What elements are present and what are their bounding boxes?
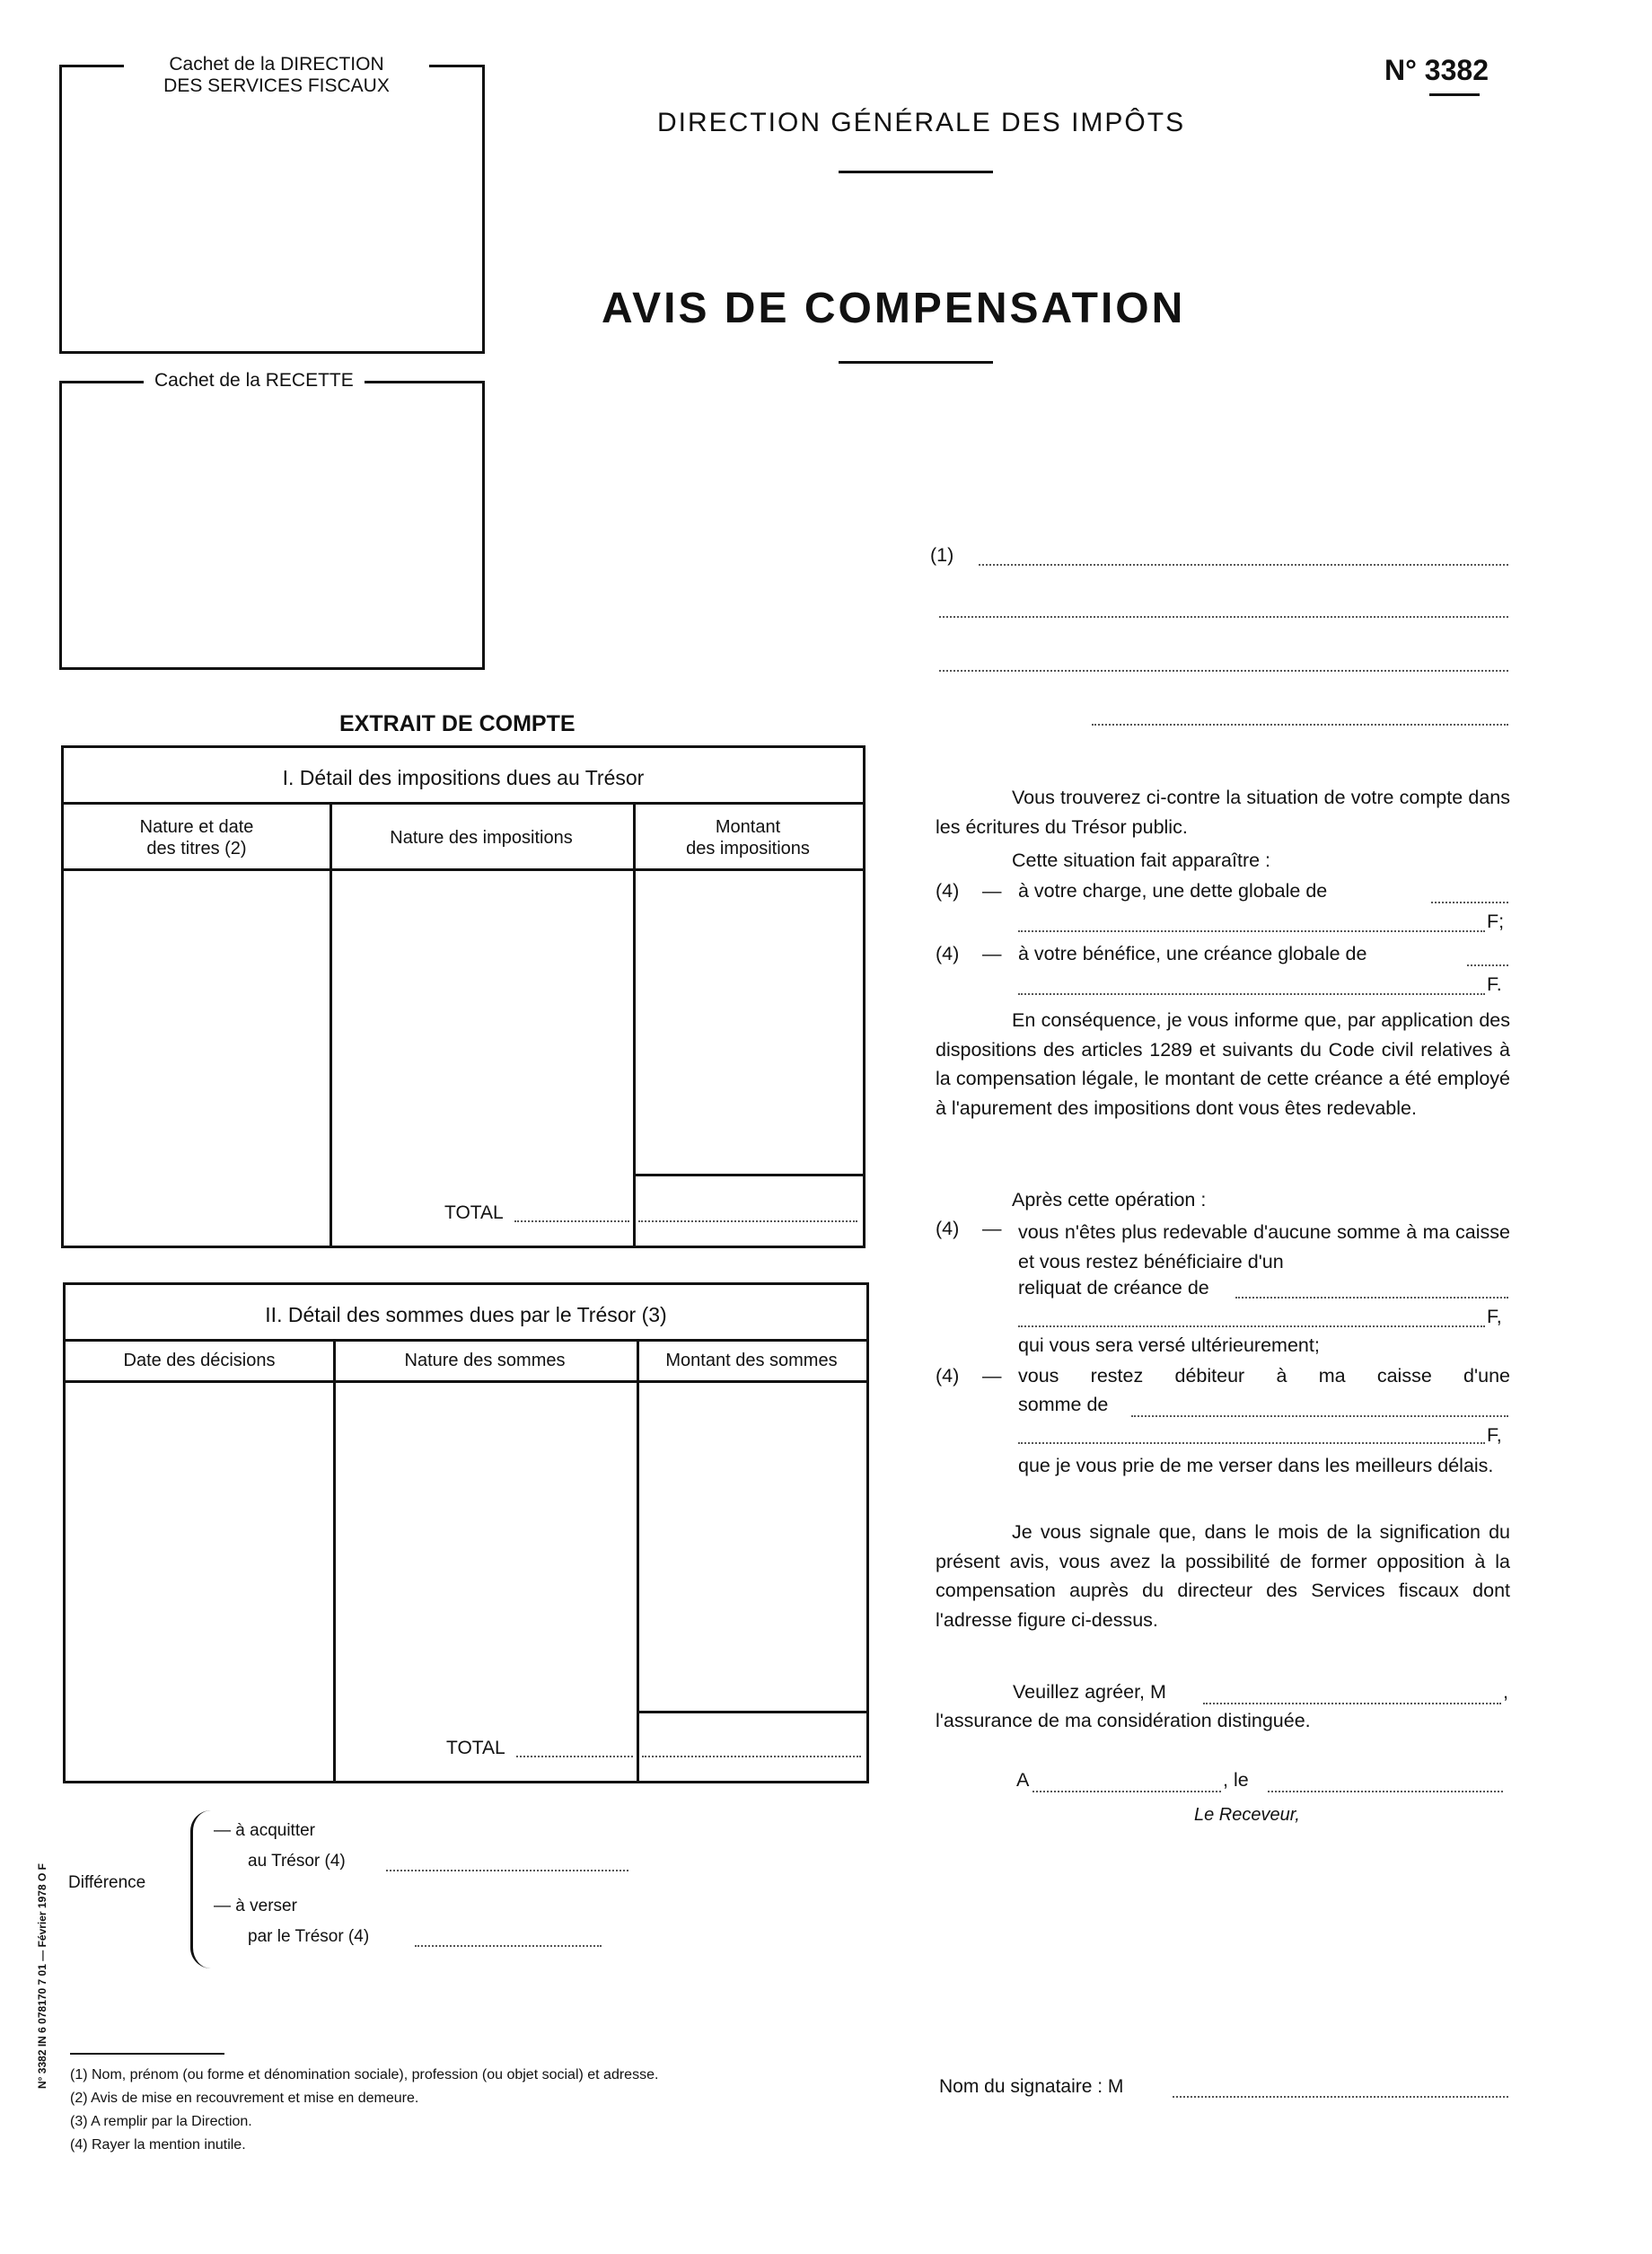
option-debtor-amount-2[interactable] <box>1018 1442 1485 1444</box>
footnote-separator <box>70 2053 224 2055</box>
option-credit-amount-2[interactable] <box>1018 993 1485 995</box>
footnote-4: (4) Rayer la mention inutile. <box>70 2137 246 2153</box>
sums-table <box>63 1282 869 1783</box>
option-debtor-amount-1[interactable] <box>1131 1415 1508 1417</box>
option-debt-unit: F; <box>1487 911 1505 932</box>
option-debtor-unit: F, <box>1487 1424 1502 1446</box>
option-credit-marker: (4) <box>936 943 960 964</box>
impositions-col-amount <box>633 816 863 859</box>
option-debtor-text: vous restez débiteur à ma caisse d'une <box>1018 1365 1510 1387</box>
body-situation: Cette situation fait apparaître : <box>1012 850 1271 871</box>
extract-title: EXTRAIT DE COMPTE <box>339 711 576 736</box>
body-intro: Vous trouverez ci-contre la situation de votre compte dans les écritures du Trésor public. <box>936 787 1510 838</box>
recette-stamp-box <box>59 381 485 670</box>
footnote-2: (2) Avis de mise en recouvrement et mise en demeure. <box>70 2091 419 2106</box>
option-remainder-note: qui vous sera versé ultérieurement; <box>1018 1334 1320 1356</box>
sums-table-title: II. Détail des sommes dues par le Trésor (3) <box>265 1303 667 1326</box>
sums-col-amount: Montant des sommes <box>665 1351 838 1370</box>
organization-heading: DIRECTION GÉNÉRALE DES IMPÔTS <box>657 108 1186 137</box>
impositions-col-nature-date <box>64 816 330 859</box>
sums-col-date: Date des décisions <box>123 1351 276 1370</box>
impositions-table <box>61 745 866 1248</box>
direction-stamp-label-line2: DES SERVICES FISCAUX <box>163 75 390 96</box>
difference-item-verser-line1: — à verser <box>214 1897 297 1915</box>
difference-item-verser-line2: par le Trésor (4) <box>248 1927 370 1946</box>
closing-comma: , <box>1503 1681 1508 1703</box>
option-debtor-label: somme de <box>1018 1394 1109 1415</box>
closing-recipient-name[interactable] <box>1203 1703 1501 1704</box>
footnote-3: (3) A remplir par la Direction. <box>70 2114 252 2129</box>
sums-table-col-divider-1 <box>333 1339 336 1781</box>
option-debt-marker: (4) <box>936 880 960 902</box>
option-remainder-marker: (4) <box>936 1218 960 1239</box>
option-remainder-unit: F, <box>1487 1306 1502 1327</box>
option-credit-unit: F. <box>1487 973 1502 995</box>
impositions-col-amount-line1: Montant <box>715 817 781 837</box>
impositions-table-total-rule <box>633 1174 863 1176</box>
header-divider-1 <box>839 171 993 173</box>
impositions-col-nature-date-line1: Nature et date <box>139 817 254 837</box>
sums-table-total-rule <box>637 1711 866 1713</box>
place-field[interactable] <box>1032 1791 1221 1792</box>
direction-stamp-label-line1: Cachet de la DIRECTION <box>169 54 384 75</box>
body-opposition: Je vous signale que, dans le mois de la signification du présent avis, vous avez la possibilité de former opposition à la compensation auprès du directeur des Services fiscaux dont l'adresse figure ci-dessus. <box>936 1521 1510 1631</box>
body-consequence: En conséquence, je vous informe que, par application des dispositions des articles 1289 et suivants du Code civil relatives à la compensation légale, le montant de cette créance a été employé à l'apurement des impositions dont vous êtes redevable. <box>936 1009 1510 1119</box>
sums-table-title-rule <box>66 1339 866 1342</box>
margin-form-code: N° 3382 IN 6 078170 7 01 — Février 1978 O F <box>36 1863 48 2089</box>
form-number-underline <box>1429 93 1480 96</box>
header-divider-2 <box>839 361 993 364</box>
addressee-line-1[interactable] <box>979 564 1508 566</box>
option-debtor-note: que je vous prie de me verser dans les meilleurs délais. <box>1018 1455 1494 1476</box>
difference-brace <box>190 1810 211 1968</box>
impositions-col-amount-line2: des impositions <box>686 839 810 858</box>
impositions-col-nature: Nature des impositions <box>390 828 573 848</box>
option-debtor-dash: — <box>982 1365 1002 1387</box>
direction-stamp-box <box>59 65 485 354</box>
option-remainder-text: vous n'êtes plus redevable d'aucune somme à ma caisse et vous restez bénéficiaire d'un <box>1018 1221 1510 1272</box>
sums-col-nature: Nature des sommes <box>404 1351 566 1370</box>
option-debt-dash: — <box>982 880 1002 902</box>
sums-total-dots <box>516 1756 633 1757</box>
impositions-total-dots <box>514 1220 629 1222</box>
option-remainder-dash: — <box>982 1218 1002 1239</box>
impositions-total-label: TOTAL <box>444 1202 504 1223</box>
sums-total-label: TOTAL <box>446 1738 505 1758</box>
sums-total-value[interactable] <box>642 1756 861 1757</box>
document-title: AVIS DE COMPENSATION <box>602 285 1186 332</box>
sums-table-header-rule <box>66 1380 866 1383</box>
option-debt-text: à votre charge, une dette globale de <box>1018 880 1328 902</box>
addressee-line-2[interactable] <box>939 616 1508 618</box>
impositions-total-value[interactable] <box>638 1220 857 1222</box>
form-number: N° 3382 <box>1384 54 1489 86</box>
signature-title: Le Receveur, <box>1194 1805 1300 1825</box>
option-credit-dash: — <box>982 943 1002 964</box>
footnotes <box>70 2064 658 2157</box>
addressee-marker: (1) <box>930 544 954 566</box>
impositions-table-header-rule <box>64 868 863 871</box>
option-debt-amount-2[interactable] <box>1018 930 1485 932</box>
body-after-operation: Après cette opération : <box>1012 1189 1207 1211</box>
impositions-table-col-divider-1 <box>330 802 332 1246</box>
footnote-1: (1) Nom, prénom (ou forme et dénomination sociale), profession (ou objet social) et adresse. <box>70 2067 659 2082</box>
recette-stamp-label: Cachet de la RECETTE <box>144 370 365 392</box>
difference-item-acquit <box>214 1816 346 1877</box>
difference-item-verser <box>214 1891 369 1952</box>
direction-stamp-label <box>124 54 429 97</box>
option-remainder-amount-1[interactable] <box>1235 1297 1508 1299</box>
impositions-table-title: I. Détail des impositions dues au Trésor <box>282 766 645 789</box>
difference-verser-value[interactable] <box>415 1945 602 1947</box>
difference-item-acquit-line1: — à acquitter <box>214 1821 315 1840</box>
closing-greeting: Veuillez agréer, M <box>1013 1681 1166 1703</box>
option-remainder-label: reliquat de créance de <box>1018 1277 1209 1299</box>
option-credit-text: à votre bénéfice, une créance globale de <box>1018 943 1367 964</box>
signatory-label: Nom du signataire : M <box>939 2076 1124 2097</box>
addressee-line-3[interactable] <box>939 670 1508 672</box>
difference-acquit-value[interactable] <box>386 1870 628 1871</box>
option-credit-amount-1[interactable] <box>1467 964 1508 966</box>
option-debtor-marker: (4) <box>936 1365 960 1387</box>
difference-label: Différence <box>68 1873 146 1892</box>
signatory-name-field[interactable] <box>1173 2096 1508 2098</box>
addressee-line-4[interactable] <box>1092 724 1508 726</box>
place-label: A <box>1016 1769 1030 1791</box>
impositions-table-col-divider-2 <box>633 802 636 1246</box>
sums-table-col-divider-2 <box>637 1339 639 1781</box>
impositions-table-title-rule <box>64 802 863 805</box>
date-field[interactable] <box>1268 1791 1503 1792</box>
option-remainder-amount-2[interactable] <box>1018 1325 1485 1327</box>
option-debt-amount-1[interactable] <box>1431 902 1508 903</box>
difference-item-acquit-line2: au Trésor (4) <box>248 1852 346 1871</box>
date-label: , le <box>1223 1769 1249 1791</box>
impositions-col-nature-date-line2: des titres (2) <box>146 839 247 858</box>
closing-regards: l'assurance de ma considération distinguée. <box>936 1710 1311 1731</box>
